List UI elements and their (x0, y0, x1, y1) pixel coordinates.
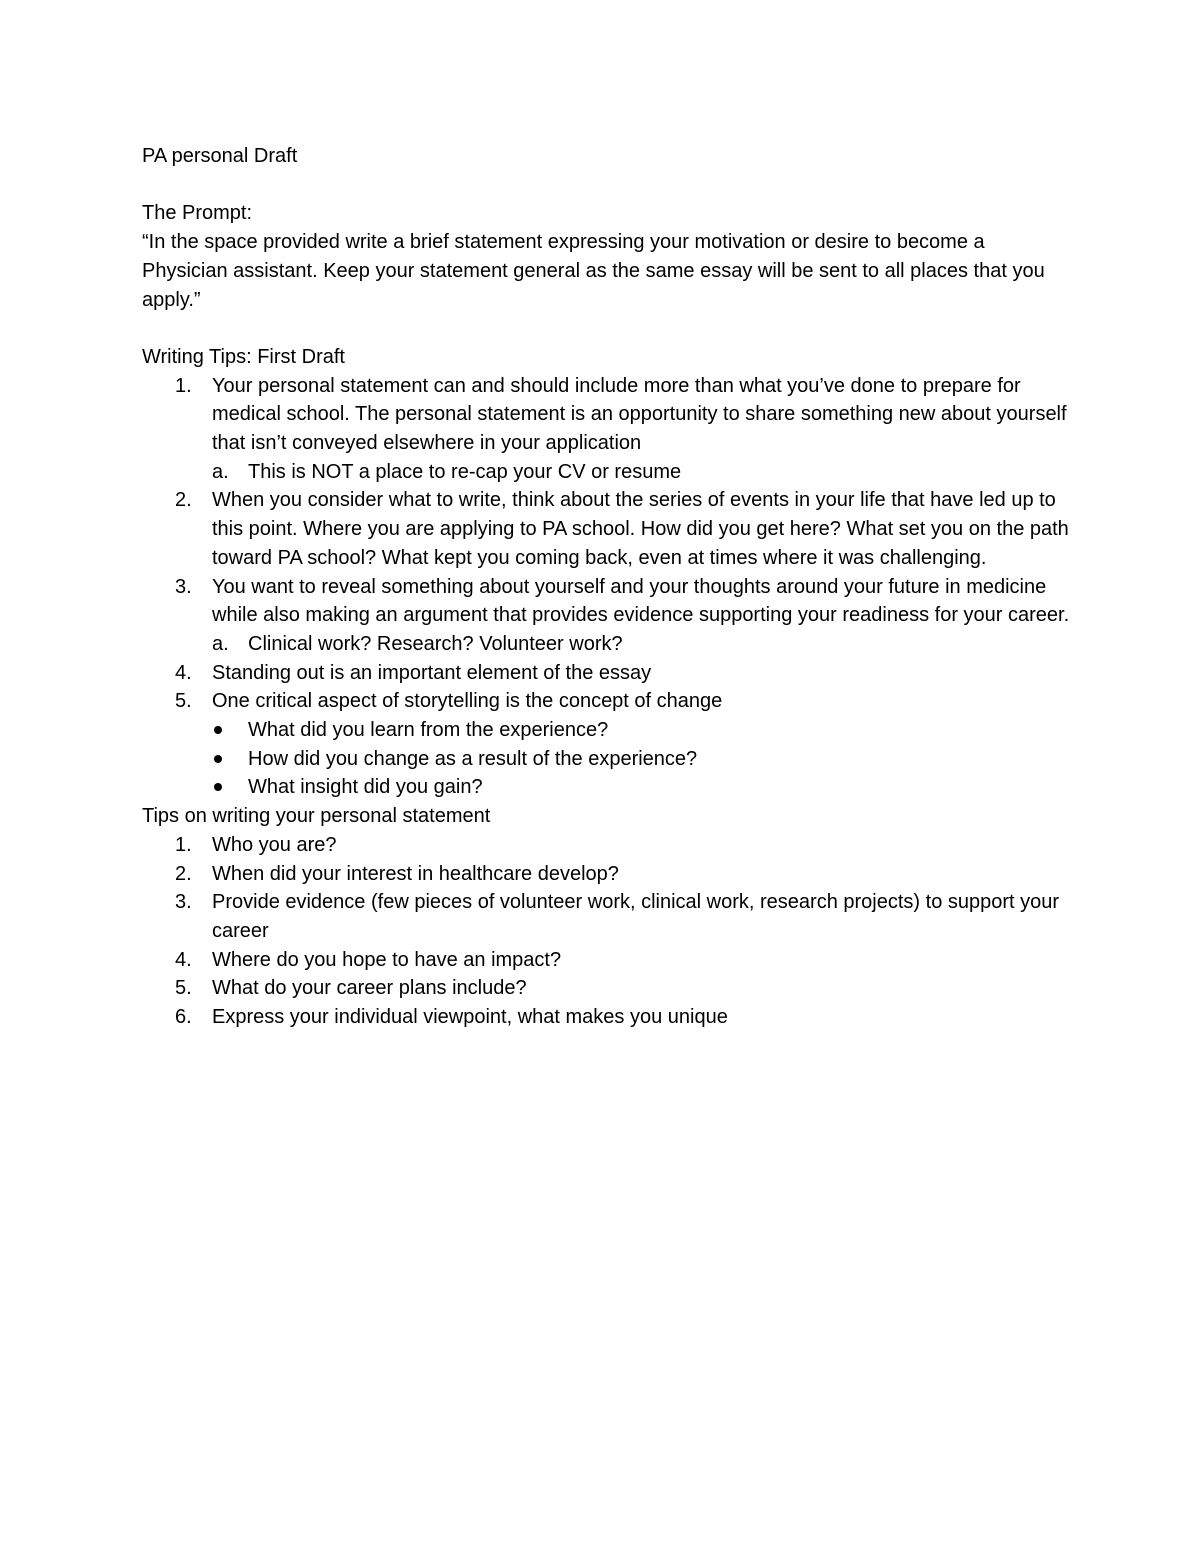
list-item-text: What do your career plans include? (212, 977, 527, 1000)
list-item (142, 860, 1072, 889)
list-marker: 2. (175, 862, 192, 885)
list-marker: 3. (175, 891, 192, 914)
personal-statement-tips-heading: Tips on writing your personal statement (142, 805, 491, 828)
sub-list-item-text: Clinical work? Research? Volunteer work? (248, 632, 623, 655)
list-item-text: Express your individual viewpoint, what makes you unique (212, 1006, 728, 1029)
list-item-text: When you consider what to write, think about the series of events in your life that have led up to this point. Where you are applying to PA school. How did you get here? What set you on the path toward PA school? What kept you coming back, even at times where it was challenging. (212, 489, 1069, 569)
list-marker: 6. (175, 1006, 192, 1029)
blank-line (142, 314, 1072, 343)
list-item-text: Where do you hope to have an impact? (212, 948, 562, 971)
bullet-dot-icon (214, 783, 222, 791)
blank-line (142, 171, 1072, 200)
list-item (142, 888, 1072, 945)
bullet-dot-icon (214, 755, 222, 763)
list-item (142, 946, 1072, 975)
document-body (142, 142, 1072, 1032)
sub-list-marker: a. (212, 632, 229, 655)
bullet-item (212, 716, 1072, 745)
list-marker: 4. (175, 661, 192, 684)
bullet-item (212, 773, 1072, 802)
writing-tips-list (142, 372, 1072, 803)
list-marker: 5. (175, 690, 192, 713)
list-marker: 5. (175, 977, 192, 1000)
bullet-item-text: What insight did you gain? (248, 776, 483, 799)
prompt-heading: The Prompt: (142, 202, 253, 225)
bullet-item-text: How did you change as a result of the experience? (248, 747, 698, 770)
list-item-text: Standing out is an important element of the essay (212, 661, 652, 684)
list-marker: 4. (175, 948, 192, 971)
sub-list-marker: a. (212, 460, 229, 483)
list-item (142, 573, 1072, 659)
list-marker: 2. (175, 489, 192, 512)
sub-list-item (212, 458, 1072, 487)
list-item (142, 974, 1072, 1003)
sub-list (212, 458, 1072, 487)
list-item (142, 831, 1072, 860)
list-item-text: One critical aspect of storytelling is the concept of change (212, 690, 723, 713)
document-title: PA personal Draft (142, 145, 298, 167)
list-item (142, 1003, 1072, 1032)
list-item-text: Your personal statement can and should include more than what you’ve done to prepare for medical school. The personal statement is an opportunity to share something new about yourself that isn’t conveyed elsewhere in your application (212, 374, 1067, 454)
writing-tips-heading: Writing Tips: First Draft (142, 345, 345, 368)
bullet-dot-icon (214, 726, 222, 734)
list-item (142, 372, 1072, 487)
list-item-text: When did your interest in healthcare develop? (212, 862, 619, 885)
list-item-text: Provide evidence (few pieces of volunteer work, clinical work, research projects) to support your career (212, 891, 1060, 942)
list-item (142, 486, 1072, 572)
sub-list-item (212, 630, 1072, 659)
sub-list (212, 630, 1072, 659)
list-marker: 3. (175, 575, 192, 598)
list-item (142, 659, 1072, 688)
bullet-item (212, 745, 1072, 774)
list-marker: 1. (175, 374, 192, 397)
list-item-text: You want to reveal something about yourself and your thoughts around your future in medicine while also making an argument that provides evidence supporting your readiness for your career. (212, 575, 1070, 627)
list-item-text: Who you are? (212, 833, 337, 856)
list-marker: 1. (175, 833, 192, 856)
bullet-item-text: What did you learn from the experience? (248, 719, 609, 742)
personal-statement-tips-list (142, 831, 1072, 1032)
bullet-list (212, 716, 1072, 802)
list-item (142, 687, 1072, 802)
sub-list-item-text: This is NOT a place to re-cap your CV or resume (248, 460, 682, 483)
prompt-text: “In the space provided write a brief statement expressing your motivation or desire to become a Physician assistant. Keep your statement general as the same essay will be sent to all places that you apply.” (142, 231, 1045, 311)
